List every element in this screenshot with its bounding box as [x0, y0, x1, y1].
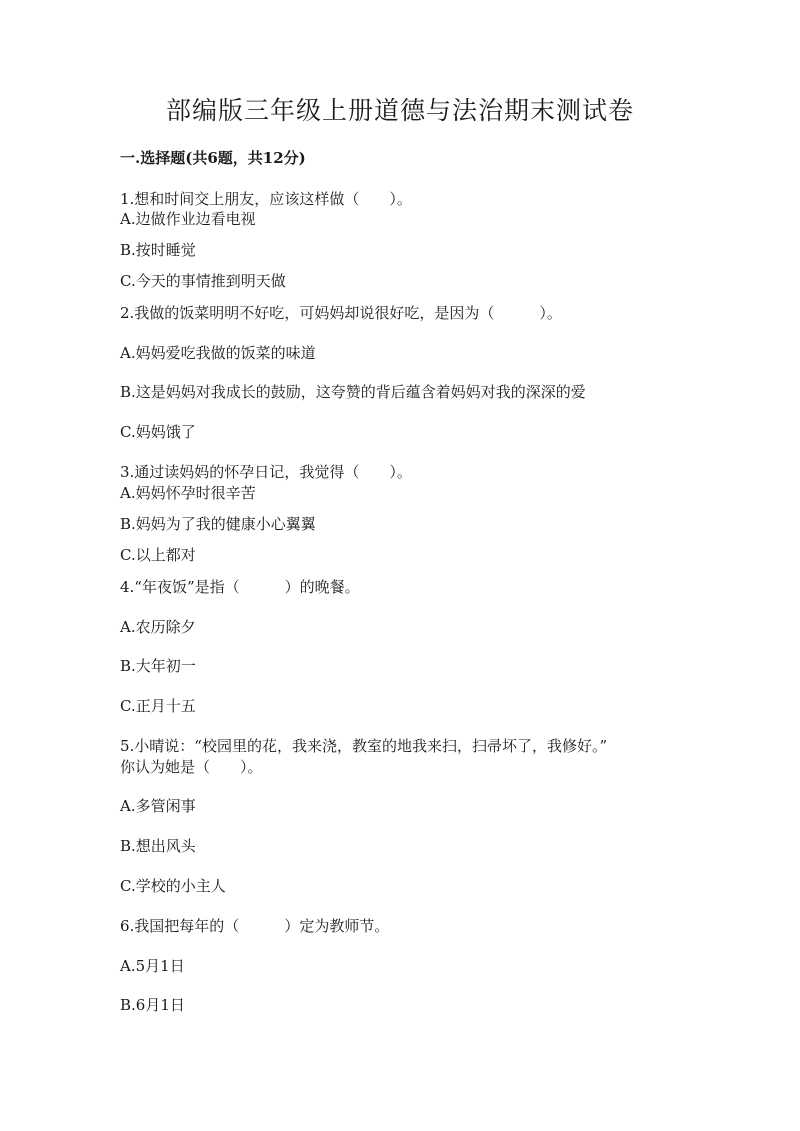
- question-1-option-b: B.按时睡觉: [120, 241, 196, 259]
- question-1-option-a: A.边做作业边看电视: [120, 210, 256, 228]
- question-5-option-c: C.学校的小主人: [120, 877, 226, 895]
- question-2-stem: 2.我做的饭菜明明不好吃，可妈妈却说很好吃，是因为（ ）。: [120, 304, 562, 322]
- question-4-option-b: B.大年初一: [120, 657, 196, 675]
- section-heading: 一.选择题(共6题，共12分): [120, 149, 306, 167]
- question-3-option-b: B.妈妈为了我的健康小心翼翼: [120, 515, 316, 533]
- question-5-option-b: B.想出风头: [120, 837, 196, 855]
- question-5-stem: 5.小晴说：“校园里的花，我来浇，教室的地我来扫，扫帚坏了，我修好。”: [120, 737, 608, 755]
- page-title: 部编版三年级上册道德与法治期末测试卷: [165, 96, 634, 125]
- question-2-option-a: A.妈妈爱吃我做的饭菜的味道: [120, 344, 316, 362]
- question-2-option-c: C.妈妈饿了: [120, 423, 196, 441]
- question-4-option-a: A.农历除夕: [120, 618, 196, 636]
- question-1-option-c: C.今天的事情推到明天做: [120, 272, 286, 290]
- question-3-stem: 3.通过读妈妈的怀孕日记，我觉得（ ）。: [120, 463, 412, 481]
- question-4-option-c: C.正月十五: [120, 697, 196, 715]
- question-3-option-c: C.以上都对: [120, 546, 196, 564]
- question-5-option-a: A.多管闲事: [120, 797, 196, 815]
- question-6-option-b: B.6月1日: [120, 996, 185, 1014]
- question-6-stem: 6.我国把每年的（ ）定为教师节。: [120, 917, 390, 935]
- question-5-stem-line-2: 你认为她是（ ）。: [120, 758, 263, 776]
- question-4-stem: 4.“年夜饭”是指（ ）的晚餐。: [120, 578, 360, 596]
- question-1-stem: 1.想和时间交上朋友，应该这样做（ ）。: [120, 190, 412, 208]
- question-2-option-b: B.这是妈妈对我成长的鼓励，这夸赞的背后蕴含着妈妈对我的深深的爱: [120, 383, 586, 401]
- question-3-option-a: A.妈妈怀孕时很辛苦: [120, 484, 256, 502]
- question-6-option-a: A.5月1日: [120, 957, 185, 975]
